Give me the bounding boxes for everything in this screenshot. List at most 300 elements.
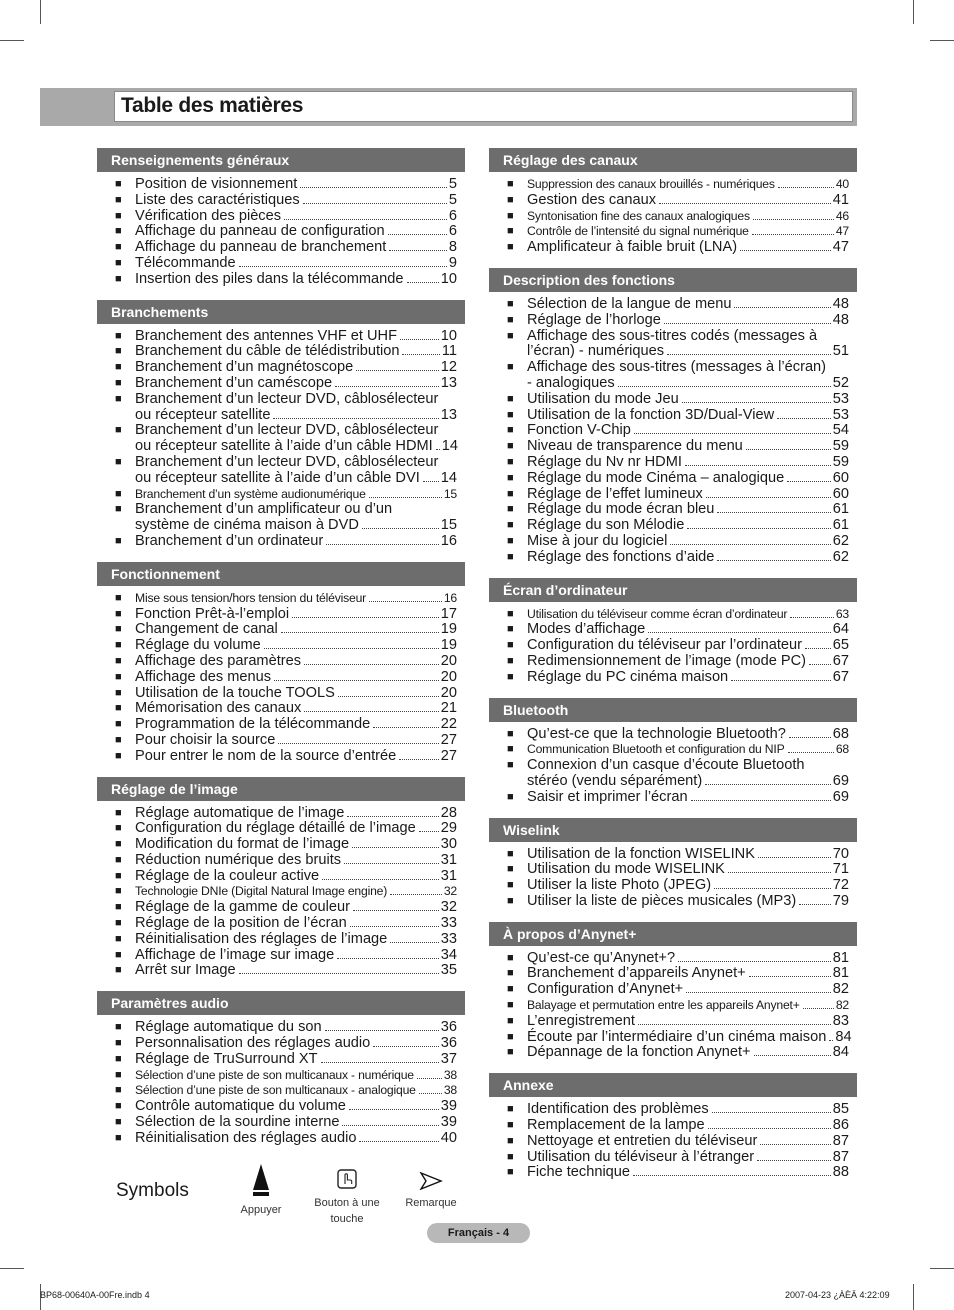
dot-leader <box>778 187 834 188</box>
toc-entry-title: ■ Syntonisation fine des canaux analogiques <box>527 208 750 223</box>
one-touch-label-line1: Bouton à une <box>314 1197 380 1209</box>
toc-entry-row <box>135 1099 457 1115</box>
toc-entry[interactable] <box>489 408 857 424</box>
toc-entry-row <box>527 344 849 360</box>
toc-entry-row <box>527 193 849 209</box>
dot-leader <box>752 234 834 235</box>
toc-entry-page: 67 <box>832 668 849 685</box>
toc-entry[interactable] <box>97 837 465 853</box>
toc-entry[interactable] <box>489 193 857 209</box>
toc-entry[interactable] <box>489 297 857 313</box>
toc-entry[interactable] <box>489 313 857 329</box>
dot-leader <box>369 601 442 602</box>
toc-entry-row <box>527 224 849 240</box>
toc-entry-row <box>527 774 849 790</box>
toc-entry-title: ■ Redimensionnement de l’image (mode PC) <box>527 652 807 669</box>
toc-entry-row <box>527 471 849 487</box>
toc-entry-row <box>527 518 849 534</box>
toc-entry-row <box>135 534 457 550</box>
toc-entry-page: 20 <box>440 684 457 701</box>
toc-entry-page: 19 <box>440 621 457 638</box>
toc-entry-title: ■ Arrêt sur Image <box>135 962 236 979</box>
toc-entry[interactable] <box>97 686 465 702</box>
toc-entry-row <box>527 790 849 806</box>
toc-entry-title: ■ Fonction Prêt-à-l’emploi <box>135 605 290 622</box>
toc-entry-row <box>527 982 849 998</box>
toc-entry-page: 13 <box>440 406 457 423</box>
toc-entry-row <box>135 670 457 686</box>
toc-entry-title: ■ Gestion des canaux <box>527 191 656 208</box>
toc-entry-page: 61 <box>832 501 849 518</box>
toc-entry-row <box>527 654 849 670</box>
toc-entry[interactable] <box>489 878 857 894</box>
section-heading: Wiselink <box>489 818 857 842</box>
toc-entry-row <box>527 1134 849 1150</box>
toc-entry-row <box>135 256 457 272</box>
toc-entry-title: ■ Branchement d’un magnétoscope <box>135 359 354 376</box>
toc-entry-title: ■ Niveau de transparence du menu <box>527 438 743 455</box>
crop-mark <box>930 40 954 41</box>
crop-mark <box>913 1284 914 1310</box>
dot-leader <box>638 1024 831 1025</box>
toc-entry-page: 64 <box>832 621 849 638</box>
toc-entry-row <box>135 591 457 607</box>
dot-leader <box>777 418 831 419</box>
dot-leader <box>788 752 834 753</box>
toc-entry[interactable] <box>489 1014 857 1030</box>
toc-entry[interactable] <box>97 1052 465 1068</box>
dot-leader <box>419 831 439 832</box>
toc-entry[interactable] <box>97 329 465 345</box>
toc-entry[interactable] <box>97 272 465 288</box>
toc-entry[interactable] <box>489 847 857 863</box>
toc-entry-row <box>527 1045 849 1061</box>
section-entries <box>97 172 465 288</box>
toc-entry-row <box>527 455 849 471</box>
toc-entry[interactable] <box>97 821 465 837</box>
dot-leader <box>264 648 439 649</box>
toc-entry[interactable] <box>489 502 857 518</box>
toc-entry-title: ■ Identification des problèmes <box>527 1101 709 1118</box>
toc-entry-page: 12 <box>440 359 457 376</box>
toc-entry-row <box>135 240 457 256</box>
toc-entry[interactable] <box>97 607 465 623</box>
dot-leader <box>274 680 439 681</box>
dot-leader <box>347 816 438 817</box>
toc-entry[interactable] <box>97 932 465 948</box>
dot-leader <box>325 1030 439 1031</box>
section-heading: Écran d’ordinateur <box>489 578 857 602</box>
section-heading: Réglage de l’image <box>97 777 465 801</box>
toc-entry-page: 39 <box>440 1114 457 1131</box>
toc-entry[interactable] <box>489 966 857 982</box>
toc-entry-title: ■ Pour choisir la source <box>135 731 276 748</box>
crop-mark <box>930 1268 954 1269</box>
toc-entry[interactable] <box>97 534 465 550</box>
toc-entry-title: ■ Configuration du réglage détaillé de l’image <box>135 820 416 837</box>
toc-entry-row <box>527 1118 849 1134</box>
toc-entry[interactable] <box>97 948 465 964</box>
toc-entry-page: 63 <box>835 606 849 621</box>
toc-entry[interactable] <box>489 998 857 1014</box>
toc-entry[interactable] <box>97 376 465 392</box>
toc-entry[interactable] <box>97 717 465 733</box>
toc-entry-page: 40 <box>835 177 849 191</box>
toc-entry[interactable] <box>97 701 465 717</box>
toc-entry-page: 81 <box>832 965 849 982</box>
toc-entry-page: 60 <box>832 485 849 502</box>
section-heading: Annexe <box>489 1073 857 1097</box>
toc-entry[interactable] <box>97 240 465 256</box>
toc-entry[interactable] <box>489 392 857 408</box>
dot-leader <box>740 250 831 251</box>
toc-entry-page: 34 <box>440 946 457 963</box>
toc-entry[interactable] <box>489 1045 857 1061</box>
toc-entry[interactable] <box>489 1165 857 1181</box>
symbols-label: Symbols <box>116 1180 189 1201</box>
dot-leader <box>292 617 439 618</box>
toc-entry[interactable] <box>489 471 857 487</box>
toc-entry-title: ■ Réglage de TruSurround XT <box>135 1050 318 1067</box>
toc-entry-title: ■ Nettoyage et entretien du téléviseur <box>527 1132 758 1149</box>
toc-entry-row <box>527 297 849 313</box>
toc-entry-page: 38 <box>443 1067 457 1082</box>
toc-entry-title: ■ Utilisation de la touche TOOLS <box>135 684 335 701</box>
press-label: Appuyer <box>240 1204 282 1216</box>
toc-entry-page: 35 <box>440 962 457 979</box>
toc-entry-page: 82 <box>835 998 849 1013</box>
toc-entry-row <box>135 932 457 948</box>
toc-entry-page: 68 <box>835 742 849 757</box>
toc-entry-page: 53 <box>832 390 849 407</box>
toc-entry[interactable] <box>97 502 465 534</box>
toc-entry-title: ■ Réglage du volume <box>135 637 261 654</box>
toc-entry-title: l’écran) - numériques <box>527 343 665 360</box>
toc-entry[interactable] <box>97 900 465 916</box>
toc-entry-row <box>135 963 457 979</box>
toc-entry-title: ■ Configuration d’Anynet+ <box>527 981 684 998</box>
toc-entry-row <box>527 951 849 967</box>
toc-entry[interactable] <box>97 622 465 638</box>
toc-entry[interactable] <box>97 1068 465 1084</box>
toc-entry-row <box>135 224 457 240</box>
toc-entry-title: ■ Utilisation du mode WISELINK <box>527 861 725 878</box>
toc-entry[interactable] <box>97 256 465 272</box>
toc-entry-page: 19 <box>440 637 457 654</box>
toc-entry[interactable] <box>489 670 857 686</box>
one-touch-label-line2: touche <box>330 1213 364 1225</box>
toc-entry-page: 29 <box>440 820 457 837</box>
toc-entry[interactable] <box>489 240 857 256</box>
dot-leader <box>419 1093 442 1094</box>
toc-entry[interactable] <box>97 1083 465 1099</box>
toc-entry-row <box>527 240 849 256</box>
toc-entry[interactable] <box>97 638 465 654</box>
toc-entry[interactable] <box>489 1030 857 1046</box>
toc-entry-title: ou récepteur satellite <box>135 406 271 423</box>
toc-entry-page: 84 <box>835 1028 852 1045</box>
toc-entry-title: - analogiques <box>527 374 615 391</box>
toc-entry-page: 47 <box>832 239 849 256</box>
toc-entry-row <box>135 701 457 717</box>
toc-entry[interactable] <box>97 916 465 932</box>
toc-entry[interactable] <box>489 622 857 638</box>
toc-section <box>97 777 465 980</box>
toc-entry-row <box>527 847 849 863</box>
toc-entry[interactable] <box>489 1150 857 1166</box>
toc-entry-page: 59 <box>832 438 849 455</box>
toc-entry[interactable] <box>489 518 857 534</box>
toc-entry-row <box>527 1150 849 1166</box>
toc-entry-title: ■ Technologie DNIe (Digital Natural Image engine) <box>135 884 388 899</box>
toc-entry[interactable] <box>97 591 465 607</box>
toc-entry[interactable] <box>489 224 857 240</box>
toc-entry-row <box>527 1028 852 1046</box>
toc-entry[interactable] <box>97 806 465 822</box>
toc-entry[interactable] <box>489 758 857 790</box>
toc-section <box>97 148 465 288</box>
toc-entry[interactable] <box>97 193 465 209</box>
dot-leader <box>342 1125 438 1126</box>
toc-entry-title-line: ■ Branchement d’un lecteur DVD, câblosélecteur <box>135 390 439 407</box>
toc-entry-page: 22 <box>440 716 457 733</box>
dot-leader <box>321 1062 439 1063</box>
dot-leader <box>706 497 831 498</box>
toc-entry[interactable] <box>97 360 465 376</box>
toc-entry-row <box>135 1068 457 1084</box>
toc-entry[interactable] <box>97 963 465 979</box>
dot-leader <box>436 449 440 450</box>
toc-entry-page: 87 <box>832 1132 849 1149</box>
toc-entry-page: 69 <box>832 788 849 805</box>
section-heading: Paramètres audio <box>97 991 465 1015</box>
toc-entry[interactable] <box>97 209 465 225</box>
toc-entry-page: 72 <box>832 877 849 894</box>
toc-entry[interactable] <box>97 733 465 749</box>
toc-entry-title-line: ■ Affichage des sous-titres codés (messages à <box>527 327 818 344</box>
toc-entry[interactable] <box>97 487 465 503</box>
toc-entry[interactable] <box>97 177 465 193</box>
toc-entry[interactable] <box>489 329 857 361</box>
toc-entry[interactable] <box>489 607 857 623</box>
toc-entry-title: ■ Contrôle automatique du volume <box>135 1098 346 1115</box>
dot-leader <box>789 737 831 738</box>
toc-entry-page: 59 <box>832 453 849 470</box>
toc-entry-row <box>135 1052 457 1068</box>
toc-entry-title: ■ Dépannage de la fonction Anynet+ <box>527 1044 751 1061</box>
toc-entry[interactable] <box>97 749 465 765</box>
toc-entry[interactable] <box>97 344 465 360</box>
toc-entry[interactable] <box>489 439 857 455</box>
toc-entry-page: 20 <box>440 652 457 669</box>
dot-leader <box>708 1128 831 1129</box>
toc-entry-row <box>135 837 457 853</box>
section-entries <box>489 172 857 256</box>
toc-entry[interactable] <box>489 455 857 471</box>
toc-entry-page: 79 <box>832 892 849 909</box>
section-entries <box>489 292 857 566</box>
note-symbol <box>400 1172 462 1211</box>
toc-entry-title: ■ Affichage des paramètres <box>135 652 302 669</box>
toc-entry-title-line: ■ Branchement d’un lecteur DVD, câblosélecteur <box>135 453 439 470</box>
toc-entry-page: 48 <box>832 295 849 312</box>
toc-entry-page: 33 <box>440 915 457 932</box>
toc-entry-row <box>135 869 457 885</box>
page-number-badge: Français - 4 <box>427 1223 530 1243</box>
toc-entry[interactable] <box>97 869 465 885</box>
section-heading: À propos d’Anynet+ <box>489 922 857 946</box>
toc-entry[interactable] <box>489 1118 857 1134</box>
toc-entry-page: 31 <box>440 851 457 868</box>
toc-entry-page: 62 <box>832 532 849 549</box>
section-entries <box>489 722 857 806</box>
toc-entry-title: ■ Utilisation du téléviseur à l’étranger <box>527 1148 755 1165</box>
dot-leader <box>303 203 447 204</box>
toc-entry[interactable] <box>489 423 857 439</box>
toc-entry[interactable] <box>489 550 857 566</box>
toc-entry-page: 39 <box>440 1098 457 1115</box>
dot-leader <box>335 386 439 387</box>
toc-entry-title: ■ Personnalisation des réglages audio <box>135 1035 371 1052</box>
toc-entry-title: ■ Branchement des antennes VHF et UHF <box>135 327 398 344</box>
toc-entry[interactable] <box>489 487 857 503</box>
toc-entry-row <box>135 916 457 932</box>
dot-leader <box>717 560 830 561</box>
dot-leader <box>712 1112 831 1113</box>
toc-entry[interactable] <box>489 1134 857 1150</box>
dot-leader <box>659 203 831 204</box>
toc-entry[interactable] <box>489 982 857 998</box>
toc-entry-title: ■ Fonction V-Chip <box>527 422 631 439</box>
toc-entry[interactable] <box>97 423 465 455</box>
toc-entry-row <box>135 193 457 209</box>
toc-entry-page: 81 <box>832 949 849 966</box>
dot-leader <box>746 449 831 450</box>
toc-entry-page: 82 <box>832 981 849 998</box>
dot-leader <box>353 910 439 911</box>
toc-entry-title: ■ Réglage du mode Cinéma – analogique <box>527 469 785 486</box>
dot-leader <box>352 847 439 848</box>
toc-entry-title: ■ Réglage du mode écran bleu <box>527 501 715 518</box>
toc-entry-row <box>135 821 457 837</box>
dot-leader <box>399 759 439 760</box>
toc-entry-page: 32 <box>443 884 457 899</box>
section-entries <box>97 1015 465 1146</box>
crop-mark <box>913 0 914 24</box>
dot-leader <box>664 323 831 324</box>
toc-entry-row <box>135 209 457 225</box>
toc-entry-title-line: ■ Connexion d’un casque d’écoute Bluetooth <box>527 757 805 774</box>
toc-entry[interactable] <box>97 1036 465 1052</box>
toc-entry[interactable] <box>489 209 857 225</box>
toc-entry[interactable] <box>489 790 857 806</box>
toc-entry-row <box>135 853 457 869</box>
toc-entry[interactable] <box>97 1131 465 1147</box>
dot-leader <box>731 680 831 681</box>
toc-entry-row <box>527 894 849 910</box>
toc-entry[interactable] <box>489 894 857 910</box>
toc-entry-title: ■ Saisir et imprimer l’écran <box>527 788 688 805</box>
toc-entry[interactable] <box>97 1115 465 1131</box>
dot-leader <box>728 872 831 873</box>
dot-leader <box>754 1055 831 1056</box>
toc-entry[interactable] <box>97 455 465 487</box>
toc-entry-page: 60 <box>832 469 849 486</box>
toc-entry[interactable] <box>489 638 857 654</box>
toc-entry[interactable] <box>489 360 857 392</box>
toc-entry[interactable] <box>97 1099 465 1115</box>
dot-leader <box>281 632 439 633</box>
toc-entry-page: 83 <box>832 1012 849 1029</box>
toc-entry-page: 8 <box>448 239 457 256</box>
dot-leader <box>326 544 439 545</box>
toc-entry-row <box>135 376 457 392</box>
toc-entry-title: ■ Utiliser la liste de pièces musicales (MP3) <box>527 892 797 909</box>
toc-entry-title: ■ Réglage automatique du son <box>135 1019 322 1036</box>
dot-leader <box>349 1109 439 1110</box>
toc-entry-page: 36 <box>440 1019 457 1036</box>
toc-entry-page: 86 <box>832 1117 849 1134</box>
dot-leader <box>757 1160 831 1161</box>
toc-entry[interactable] <box>97 654 465 670</box>
toc-entry[interactable] <box>97 392 465 424</box>
toc-entry-row <box>135 471 457 487</box>
toc-entry[interactable] <box>489 727 857 743</box>
toc-entry-page: 70 <box>832 845 849 862</box>
toc-entry[interactable] <box>489 654 857 670</box>
dot-leader <box>717 512 830 513</box>
dot-leader <box>790 617 834 618</box>
toc-entry[interactable] <box>489 951 857 967</box>
toc-entry-title: ■ Insertion des piles dans la télécommande <box>135 270 404 287</box>
toc-entry-row <box>135 686 457 702</box>
toc-entry[interactable] <box>489 862 857 878</box>
dot-leader <box>734 307 830 308</box>
toc-entry[interactable] <box>97 670 465 686</box>
toc-entry-title: ■ Qu’est-ce que la technologie Bluetooth? <box>527 725 786 742</box>
toc-entry[interactable] <box>489 177 857 193</box>
toc-entry[interactable] <box>97 884 465 900</box>
toc-entry[interactable] <box>97 1020 465 1036</box>
dot-leader <box>799 904 831 905</box>
toc-entry[interactable] <box>489 534 857 550</box>
toc-entry-page: 27 <box>440 731 457 748</box>
toc-section <box>489 268 857 566</box>
toc-entry[interactable] <box>97 853 465 869</box>
toc-section <box>489 148 857 256</box>
dot-leader <box>304 711 438 712</box>
dot-leader <box>417 1078 442 1079</box>
toc-entry-page: 31 <box>440 867 457 884</box>
toc-entry-row <box>527 670 849 686</box>
toc-entry-page: 36 <box>440 1035 457 1052</box>
toc-entry-title: ■ Réglage de l’horloge <box>527 311 661 328</box>
dot-leader <box>685 465 831 466</box>
section-entries <box>97 324 465 550</box>
toc-entry[interactable] <box>489 1102 857 1118</box>
toc-entry-title: ■ Réglage de la position de l’écran <box>135 915 347 932</box>
toc-entry-page: 46 <box>835 208 849 223</box>
dot-leader <box>691 800 831 801</box>
toc-entry[interactable] <box>489 742 857 758</box>
toc-entry-title: ■ Réglage de l’effet lumineux <box>527 485 703 502</box>
toc-entry-page: 6 <box>448 223 457 240</box>
dot-leader <box>356 370 439 371</box>
toc-section <box>489 922 857 1062</box>
toc-entry-title: ■ Programmation de la télécommande <box>135 716 371 733</box>
dot-leader <box>705 784 831 785</box>
toc-entry[interactable] <box>97 224 465 240</box>
